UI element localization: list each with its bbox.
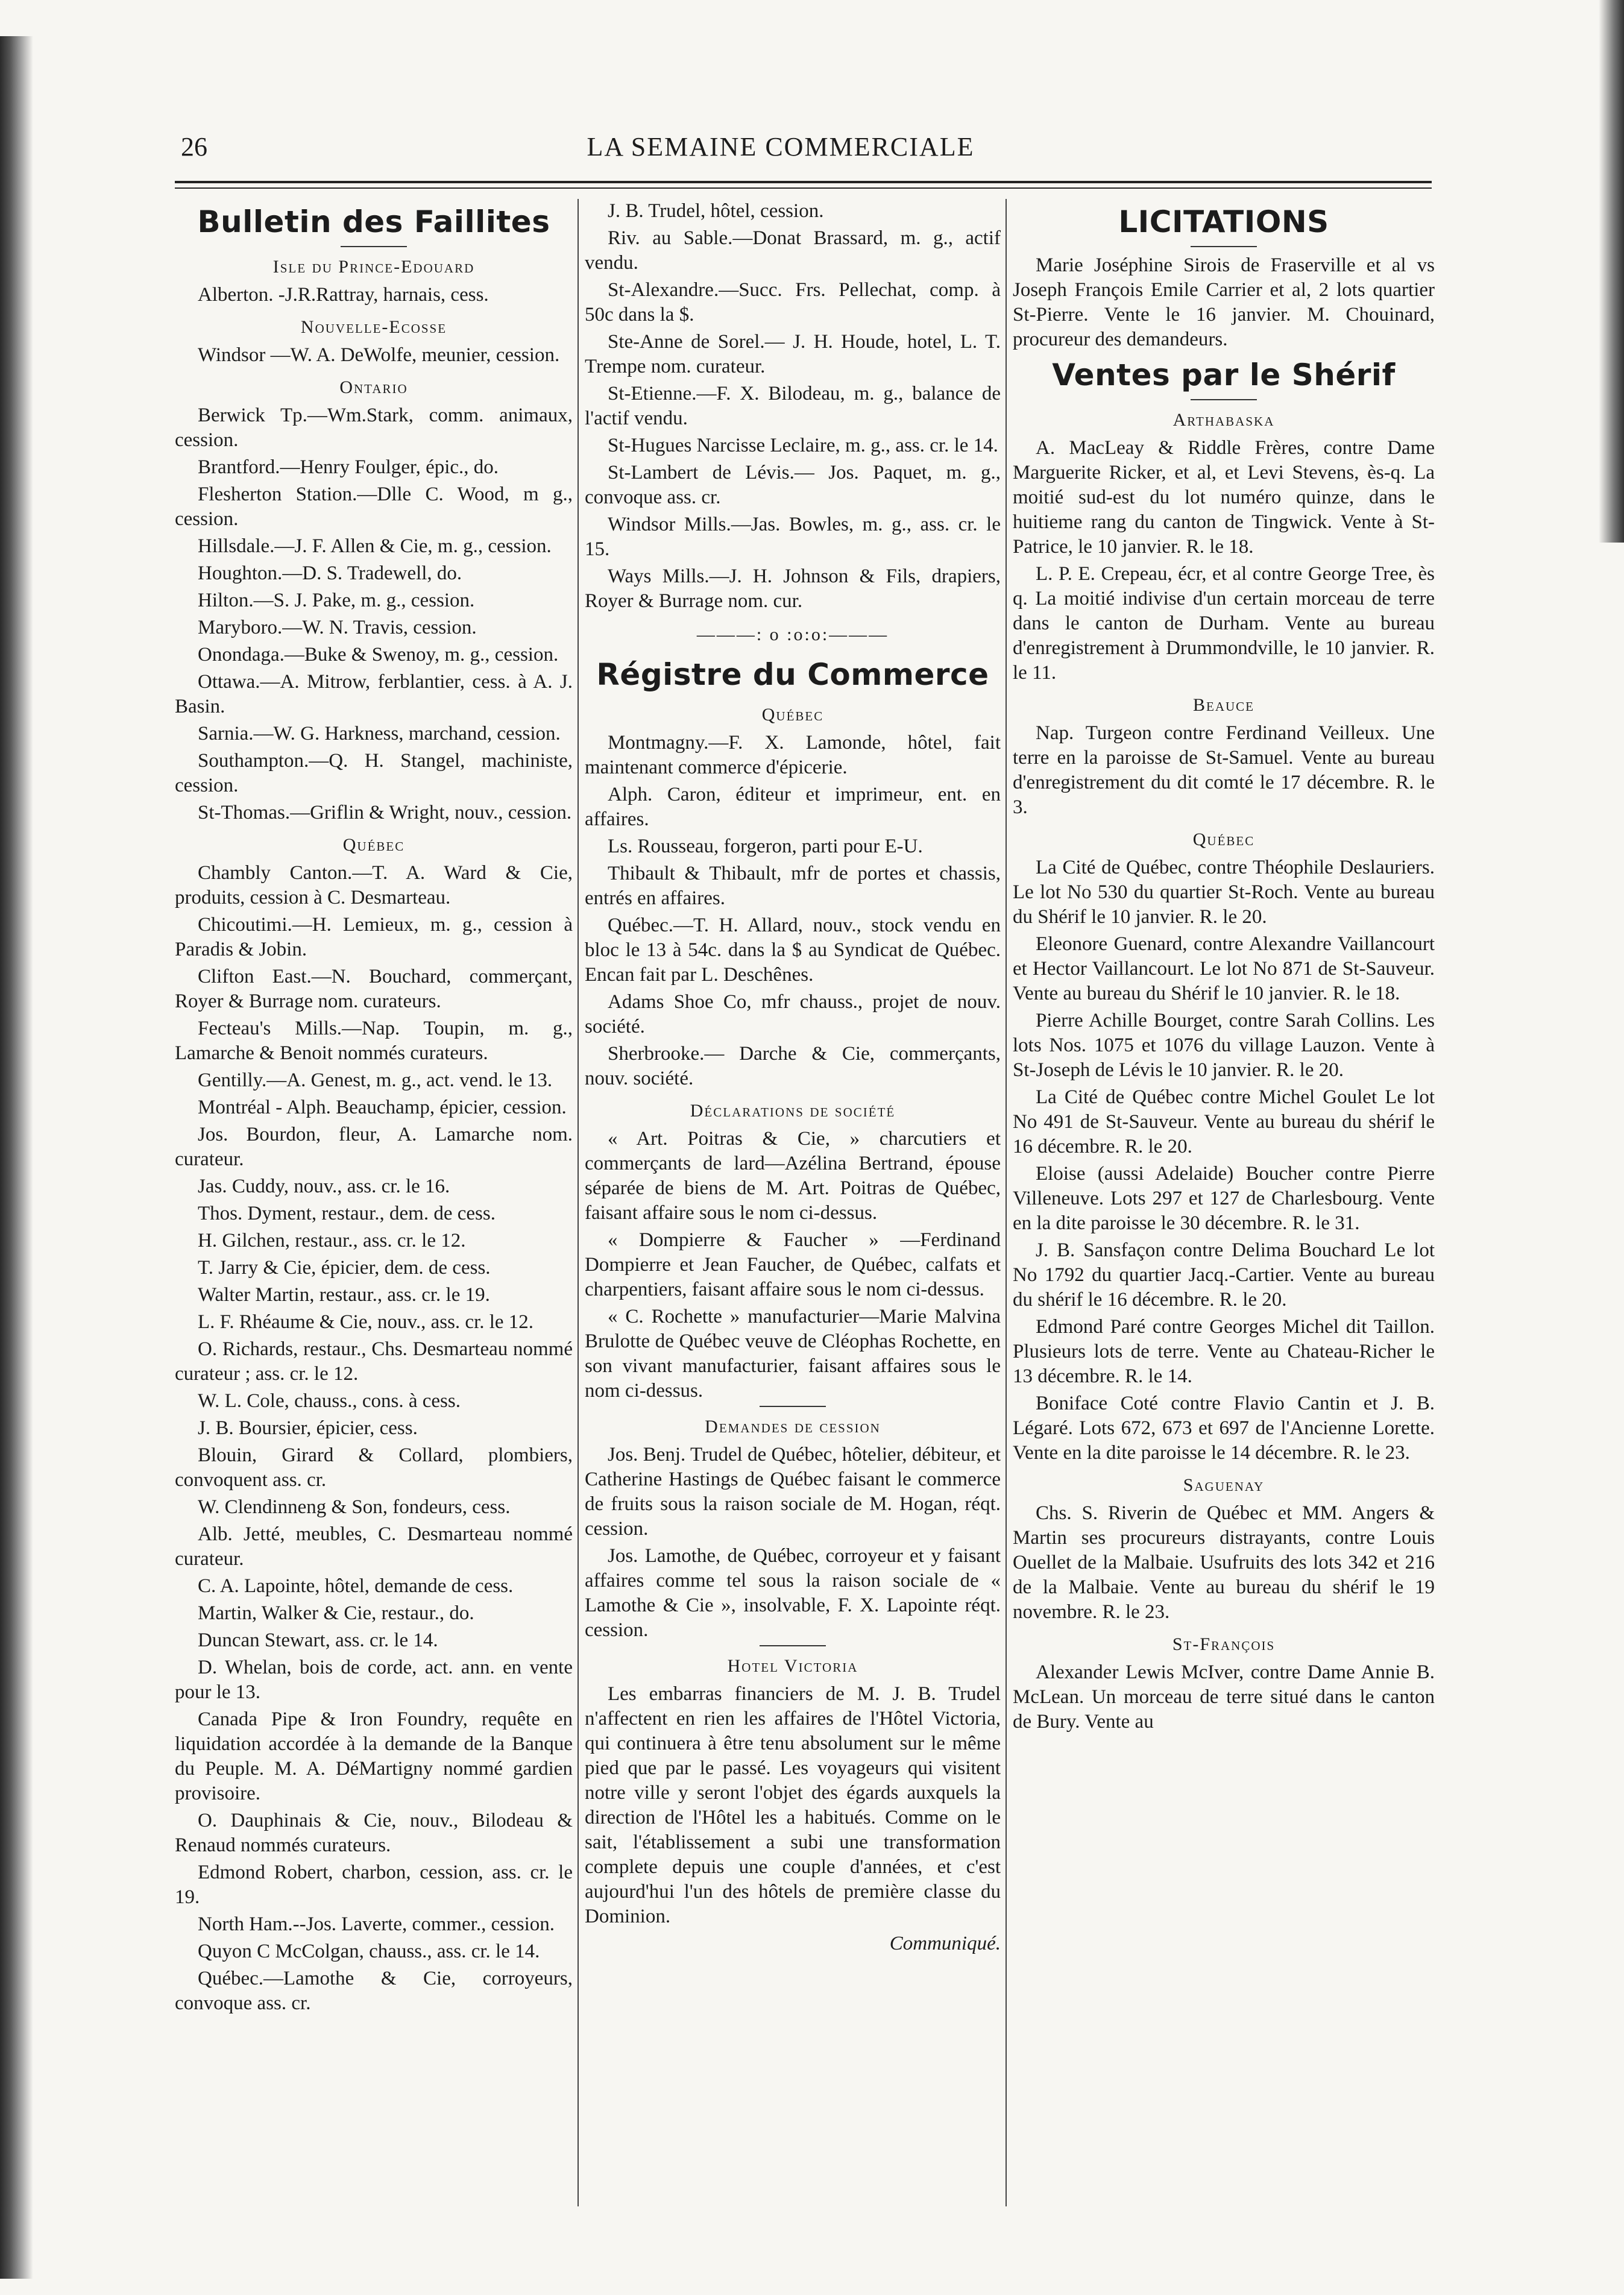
signature: Communiqué.	[889, 1933, 1001, 1954]
list-item: J. B. Trudel, hôtel, cession.	[608, 200, 824, 222]
list-item: O. Richards, restaur., Chs. Desmarteau nommé curateur ; ass. cr. le 12.	[175, 1338, 573, 1385]
list-item: Eloise (aussi Adelaide) Boucher contre Pierre Villeneuve. Lots 297 et 127 de Charlesbourg. Vente en la dite paroisse le 30 décembre. R. le 31.	[1013, 1163, 1435, 1234]
list-item: W. L. Cole, chauss., cons. à cess.	[198, 1390, 461, 1412]
list-item: Quyon C McColgan, chauss., ass. cr. le 14.	[198, 1941, 540, 1962]
list-item: Eleonore Guenard, contre Alexandre Vaillancourt et Hector Vaillancourt. Le lot No 871 de St-Sauveur. Vente au bureau du Shérif le 10 janvier. R. le 18.	[1013, 933, 1435, 1004]
list-item: Chs. S. Riverin de Québec et MM. Angers & Martin ses procureurs distrayants, contre Louis Ouellet de la Malbaie. Usufruits des lots 342 et 216 de la Malbaie. Vente au bureau du shérif le 19 novembre. R. le 23.	[1013, 1502, 1435, 1623]
list-item: « C. Rochette » manufacturier—Marie Malvina Brulotte de Québec veuve de Cléophas Rochette, en son vivant manufacturier, faisant affaires sous le nom ci-dessus.	[585, 1306, 1001, 1402]
title-rule	[341, 246, 407, 247]
section-title-licitations: LICITATIONS	[1118, 204, 1329, 239]
column-divider	[578, 199, 579, 2206]
column-divider	[1006, 199, 1007, 2206]
list-item: Chicoutimi.—H. Lemieux, m. g., cession à Paradis & Jobin.	[175, 914, 573, 960]
list-item: « Dompierre & Faucher » —Ferdinand Dompierre et Jean Faucher, de Québec, calfats et charpentiers, faisant affaire sous le nom ci-dessus.	[585, 1229, 1001, 1300]
list-item: Maryboro.—W. N. Travis, cession.	[198, 617, 477, 638]
region-heading: Nouvelle-Ecosse	[300, 317, 447, 337]
subsection-heading: Déclarations de société	[690, 1101, 896, 1121]
section-title-registre: Régistre du Commerce	[596, 657, 989, 692]
list-item: St-Thomas.—Griflin & Wright, nouv., cession.	[198, 802, 572, 823]
section-rule	[760, 1406, 826, 1407]
list-item: J. B. Boursier, épicier, cess.	[198, 1417, 418, 1439]
list-item: Walter Martin, restaur., ass. cr. le 19.	[198, 1284, 490, 1306]
list-item: St-Alexandre.—Succ. Frs. Pellechat, comp. à 50c dans la $.	[585, 279, 1001, 326]
list-item: Marie Joséphine Sirois de Fraserville et al vs Joseph François Emile Carrier et al, 2 lots quartier St-Pierre. Vente le 16 janvier. M. Chouinard, procureur des demandeurs.	[1013, 254, 1435, 350]
list-item: Nap. Turgeon contre Ferdinand Veilleux. Une terre en la paroisse de St-Samuel. Vente au bureau d'enregistrement du dit comté le 17 décembre. R. le 3.	[1013, 722, 1435, 818]
region-heading: Québec	[342, 835, 405, 855]
list-item: Thos. Dyment, restaur., dem. de cess.	[198, 1203, 496, 1224]
region-heading: Québec	[761, 705, 824, 725]
list-item: Sarnia.—W. G. Harkness, marchand, cession.	[198, 723, 561, 745]
subsection-heading: Hotel Victoria	[727, 1656, 858, 1676]
list-item: Berwick Tp.—Wm.Stark, comm. animaux, cession.	[175, 405, 573, 451]
list-item: Jos. Benj. Trudel de Québec, hôtelier, débiteur, et Catherine Hastings de Québec faisant le commerce de fruits sous la raison sociale de M. Hogan, réqt. cession.	[585, 1444, 1001, 1540]
list-item: Hillsdale.—J. F. Allen & Cie, m. g., cession.	[198, 535, 552, 557]
list-item: Clifton East.—N. Bouchard, commerçant, Royer & Burrage nom. curateurs.	[175, 966, 573, 1012]
list-item: A. MacLeay & Riddle Frères, contre Dame Marguerite Ricker, et al, et Levi Stevens, ès-q. La moitié sud-est du lot numéro quinze, dans le huitieme rang du canton de Tingwick. Vente à St-Patrice, le 10 janvier. R. le 18.	[1013, 437, 1435, 558]
region-heading: Saguenay	[1183, 1475, 1265, 1495]
ornament-separator: ———: o :o:o:———	[696, 625, 889, 644]
journal-title: LA SEMAINE COMMERCIALE	[587, 132, 975, 162]
list-item: Ste-Anne de Sorel.— J. H. Houde, hotel, L. T. Trempe nom. curateur.	[585, 331, 1001, 377]
list-item: Québec.—Lamothe & Cie, corroyeurs, convoque ass. cr.	[175, 1968, 573, 2014]
section-rule	[760, 1645, 826, 1646]
list-item: La Cité de Québec, contre Théophile Deslauriers. Le lot No 530 du quartier St-Roch. Vente au bureau du Shérif le 10 janvier. R. le 20.	[1013, 857, 1435, 928]
column-licitations	[1013, 199, 1435, 2206]
list-item: Alberton. -J.R.Rattray, harnais, cess.	[198, 284, 489, 306]
region-heading: Ontario	[339, 377, 408, 397]
list-item: C. A. Lapointe, hôtel, demande de cess.	[198, 1575, 514, 1597]
list-item: L. F. Rhéaume & Cie, nouv., ass. cr. le 12.	[198, 1311, 534, 1333]
list-item: Canada Pipe & Iron Foundry, requête en liquidation accordée à la demande de la Banque du Peuple. M. A. DéMartigny nommé gardien provisoire.	[175, 1708, 573, 1804]
list-item: Jas. Cuddy, nouv., ass. cr. le 16.	[198, 1176, 450, 1197]
list-item: Edmond Paré contre Georges Michel dit Taillon. Plusieurs lots de terre. Vente au Chateau-Richer le 13 décembre. R. le 14.	[1013, 1316, 1435, 1387]
list-item: Montmagny.—F. X. Lamonde, hôtel, fait maintenant commerce d'épicerie.	[585, 732, 1001, 778]
page-number: 26	[181, 132, 207, 162]
list-item: Martin, Walker & Cie, restaur., do.	[198, 1602, 474, 1624]
list-item: La Cité de Québec contre Michel Goulet Le lot No 491 de St-Sauveur. Vente au bureau du shérif le 16 décembre. R. le 20.	[1013, 1086, 1435, 1157]
list-item: Windsor Mills.—Jas. Bowles, m. g., ass. cr. le 15.	[585, 514, 1001, 560]
list-item: Boniface Coté contre Flavio Cantin et J. B. Légaré. Lots 672, 673 et 697 de l'Ancienne Lorette. Vente en la dite paroisse le 14 décembre. R. le 23.	[1013, 1393, 1435, 1464]
list-item: Onondaga.—Buke & Swenoy, m. g., cession.	[198, 644, 559, 666]
column-registre	[585, 199, 1001, 2206]
list-item: Flesherton Station.—Dlle C. Wood, m g., cession.	[175, 483, 573, 530]
list-item: L. P. E. Crepeau, écr, et al contre George Tree, ès q. La moitié indivise d'un certain morceau de terre dans le canton de Durham. Vente au bureau d'enregistrement à Drummondville, le 10 janvier. R. le 11.	[1013, 563, 1435, 684]
section-title-ventes: Ventes par le Shérif	[1052, 357, 1396, 392]
list-item: Fecteau's Mills.—Nap. Toupin, m. g., Lamarche & Benoit nommés curateurs.	[175, 1018, 573, 1064]
title-rule	[1191, 246, 1257, 247]
list-item: Sherbrooke.— Darche & Cie, commerçants, nouv. société.	[585, 1043, 1001, 1089]
list-item: Pierre Achille Bourget, contre Sarah Collins. Les lots Nos. 1075 et 1076 du village Lauzon. Vente à St-Joseph de Lévis le 10 janvier. R. le 20.	[1013, 1010, 1435, 1081]
list-item: Gentilly.—A. Genest, m. g., act. vend. le 13.	[198, 1069, 553, 1091]
list-item: Hilton.—S. J. Pake, m. g., cession.	[198, 590, 475, 611]
list-item: Jos. Bourdon, fleur, A. Lamarche nom. curateur.	[175, 1124, 573, 1170]
section-title-faillites: Bulletin des Faillites	[197, 204, 550, 239]
list-item: Québec.—T. H. Allard, nouv., stock vendu en bloc le 13 à 54c. dans la $ au Syndicat de Québec. Encan fait par L. Deschênes.	[585, 915, 1001, 986]
list-item: T. Jarry & Cie, épicier, dem. de cess.	[198, 1257, 491, 1279]
list-item: Ways Mills.—J. H. Johnson & Fils, drapiers, Royer & Burrage nom. cur.	[585, 565, 1001, 612]
list-item: Alb. Jetté, meubles, C. Desmarteau nommé curateur.	[175, 1523, 573, 1570]
region-heading: Arthabaska	[1172, 410, 1275, 430]
list-item: Blouin, Girard & Collard, plombiers, convoquent ass. cr.	[175, 1444, 573, 1491]
header-rule	[175, 181, 1432, 189]
list-item: Alexander Lewis McIver, contre Dame Annie B. McLean. Un morceau de terre situé dans le canton de Bury. Vente au	[1013, 1661, 1435, 1733]
list-item: St-Hugues Narcisse Leclaire, m. g., ass. cr. le 14.	[608, 435, 998, 456]
list-item: Windsor —W. A. DeWolfe, meunier, cession.	[198, 344, 560, 366]
list-item: O. Dauphinais & Cie, nouv., Bilodeau & Renaud nommés curateurs.	[175, 1810, 573, 1856]
region-heading: Isle du Prince-Edouard	[272, 257, 475, 277]
region-heading: St-François	[1172, 1634, 1276, 1654]
list-item: St-Etienne.—F. X. Bilodeau, m. g., balance de l'actif vendu.	[585, 383, 1001, 429]
column-faillites	[175, 199, 573, 2206]
list-item: North Ham.--Jos. Laverte, commer., cession.	[198, 1913, 555, 1935]
list-item: Duncan Stewart, ass. cr. le 14.	[198, 1629, 438, 1651]
list-item: Montréal - Alph. Beauchamp, épicier, cession.	[198, 1097, 567, 1118]
paragraph: Les embarras financiers de M. J. B. Trudel n'affectent en rien les affaires de l'Hôtel Victoria, qui continuera à être tenu absolument sur le même pied que par le passé. Les voyageurs qui visitent notre ville y seront l'objet des égards auxquels la direction de l'Hôtel les a habitués. Comme on le sait, l'établissement a subi une transformation complete depuis une couple d'années, et c'est aujourd'hui l'un des hôtels de première classe du Dominion.	[585, 1683, 1001, 1927]
list-item: Alph. Caron, éditeur et imprimeur, ent. en affaires.	[585, 784, 1001, 830]
list-item: W. Clendinneng & Son, fondeurs, cess.	[198, 1496, 511, 1518]
list-item: « Art. Poitras & Cie, » charcutiers et commerçants de lard—Azélina Bertrand, épouse séparée de biens de M. Art. Poitras de Québec, faisant affaire sous le nom ci-dessus.	[585, 1128, 1001, 1224]
list-item: D. Whelan, bois de corde, act. ann. en vente pour le 13.	[175, 1657, 573, 1703]
list-item: Jos. Lamothe, de Québec, corroyeur et y faisant affaires comme tel sous la raison sociale de « Lamothe & Cie », insolvable, F. X. Lapointe réqt. cession.	[585, 1545, 1001, 1641]
list-item: J. B. Sansfaçon contre Delima Bouchard Le lot No 1792 du quartier Jacq.-Cartier. Vente au bureau du shérif le 16 décembre. R. le 20.	[1013, 1239, 1435, 1311]
list-item: Ottawa.—A. Mitrow, ferblantier, cess. à A. J. Basin.	[175, 671, 573, 717]
title-rule	[1191, 399, 1257, 400]
list-item: Ls. Rousseau, forgeron, parti pour E-U.	[608, 836, 923, 857]
list-item: Riv. au Sable.—Donat Brassard, m. g., actif vendu.	[585, 227, 1001, 274]
page-header	[181, 131, 1380, 168]
list-item: Southampton.—Q. H. Stangel, machiniste, cession.	[175, 750, 573, 796]
subsection-heading: Demandes de cession	[705, 1417, 881, 1437]
scan-left-edge	[0, 36, 33, 2279]
list-item: Chambly Canton.—T. A. Ward & Cie, produits, cession à C. Desmarteau.	[175, 862, 573, 908]
list-item: Edmond Robert, charbon, cession, ass. cr. le 19.	[175, 1862, 573, 1908]
list-item: Houghton.—D. S. Tradewell, do.	[198, 562, 462, 584]
list-item: Adams Shoe Co, mfr chauss., projet de nouv. société.	[585, 991, 1001, 1037]
list-item: Brantford.—Henry Foulger, épic., do.	[198, 456, 499, 478]
list-item: Thibault & Thibault, mfr de portes et chassis, entrés en affaires.	[585, 863, 1001, 909]
region-heading: Québec	[1192, 830, 1255, 849]
scan-right-edge	[1599, 0, 1624, 543]
list-item: St-Lambert de Lévis.— Jos. Paquet, m. g., convoque ass. cr.	[585, 462, 1001, 508]
list-item: H. Gilchen, restaur., ass. cr. le 12.	[198, 1230, 466, 1251]
region-heading: Beauce	[1192, 695, 1254, 715]
